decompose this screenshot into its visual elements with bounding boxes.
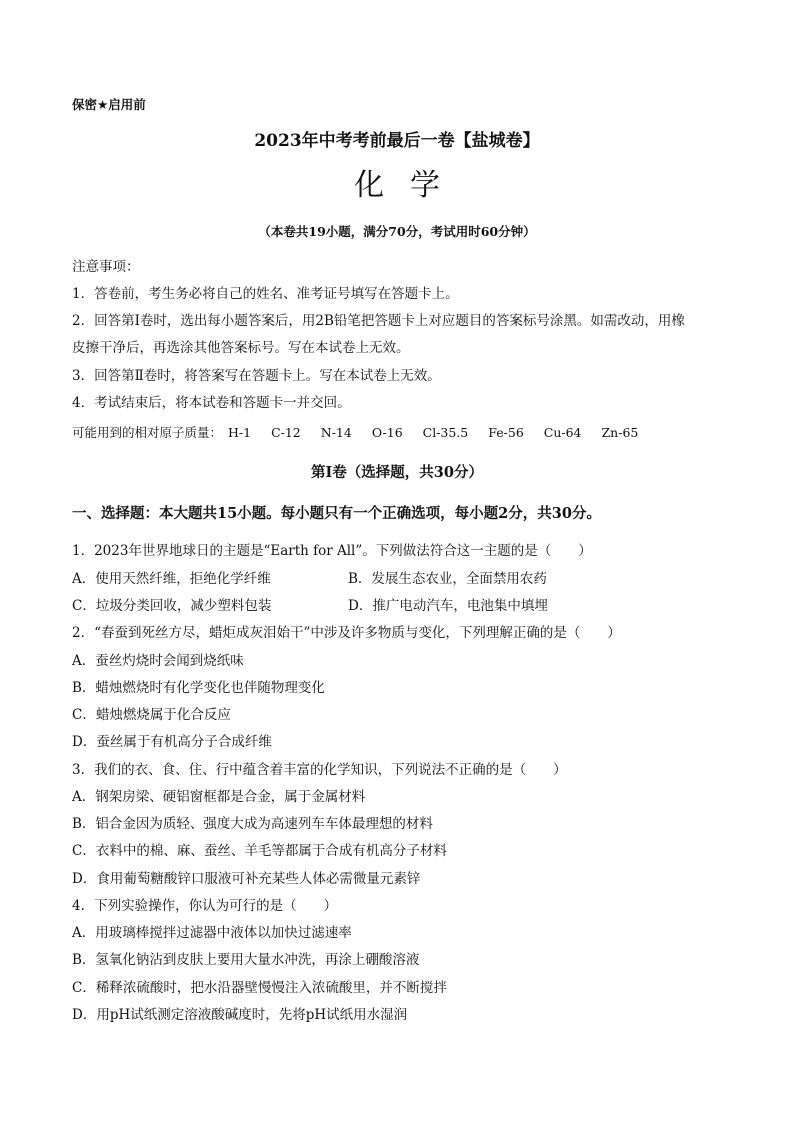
atomic-mass-item: Fe-56 xyxy=(488,425,524,440)
question-stem: 1．2023年世界地球日的主题是“Earth for All”。下列做法符合这一主题的是（ ） xyxy=(72,543,592,559)
question-stem: 2．“春蚕到死丝方尽，蜡炬成灰泪始干”中涉及许多物质与变化，下列理解正确的是（ ） xyxy=(72,625,621,641)
question-option: D．食用葡萄糖酸锌口服液可补充某些人体必需微量元素锌 xyxy=(72,871,421,887)
atomic-mass-item: H-1 xyxy=(228,425,252,440)
atomic-mass-item: Cu-64 xyxy=(543,425,582,440)
question-option: D．用pH试纸测定溶液酸碱度时，先将pH试纸用水湿润 xyxy=(72,1007,408,1023)
atomic-masses xyxy=(72,424,654,442)
question-stem: 4．下列实验操作，你认为可行的是（ ） xyxy=(72,898,338,914)
atomic-mass-item: N-14 xyxy=(320,425,352,440)
subject-title: 化学 xyxy=(354,168,466,203)
question-option: C．稀释浓硫酸时，把水沿器壁慢慢注入浓硫酸里，并不断搅拌 xyxy=(72,980,447,996)
question-option: B．氢氧化钠沾到皮肤上要用大量水冲洗，再涂上硼酸溶液 xyxy=(72,952,420,968)
question-option: C．衣料中的棉、麻、蚕丝、羊毛等都属于合成有机高分子材料 xyxy=(72,843,447,859)
question-option: A．钢架房梁、硬铝窗框都是合金，属于金属材料 xyxy=(72,789,366,805)
atomic-mass-item: C-12 xyxy=(271,425,301,440)
section-heading: 一、选择题：本大题共15小题。每小题只有一个正确选项，每小题2分，共30分。 xyxy=(72,505,601,522)
question-option: A．蚕丝灼烧时会闻到烧纸味 xyxy=(72,653,244,669)
question-option: B．铝合金因为质轻、强度大成为高速列车车体最理想的材料 xyxy=(72,816,433,832)
question-option: B．蜡烛燃烧时有化学变化也伴随物理变化 xyxy=(72,680,325,696)
atomic-mass-item: O-16 xyxy=(371,425,403,440)
question-option: D．蚕丝属于有机高分子合成纤维 xyxy=(72,734,272,750)
exam-info: （本卷共19小题，满分70分，考试用时60分钟） xyxy=(258,224,536,239)
confidential-label: 保密★启用前 xyxy=(72,97,146,112)
note-item: 4．考试结束后，将本试卷和答题卡一并交回。 xyxy=(72,395,351,411)
section-title: 第Ⅰ卷（选择题，共30分） xyxy=(311,464,483,481)
note-item: 1．答卷前，考生务必将自己的姓名、准考证号填写在答题卡上。 xyxy=(72,286,459,302)
question-option: B．发展生态农业，全面禁用农药 xyxy=(348,571,547,587)
notes-heading: 注意事项： xyxy=(72,259,140,275)
exam-title: 2023年中考考前最后一卷【盐城卷】 xyxy=(254,131,540,151)
question-option: A．用玻璃棒搅拌过滤器中液体以加快过滤速率 xyxy=(72,925,352,941)
note-item: 2．回答第Ⅰ卷时，选出每小题答案后，用2B铅笔把答题卡上对应题目的答案标号涂黑。如需改动，用橡 xyxy=(72,313,685,329)
atomic-mass-item: Cl-35.5 xyxy=(422,425,469,440)
atomic-mass-item: Zn-65 xyxy=(601,425,639,440)
question-option: C．蜡烛燃烧属于化合反应 xyxy=(72,707,231,723)
atomic-masses-label: 可能用到的相对原子质量： xyxy=(72,425,223,440)
note-item: 3．回答第Ⅱ卷时，将答案写在答题卡上。写在本试卷上无效。 xyxy=(72,368,441,384)
question-option: D．推广电动汽车，电池集中填埋 xyxy=(348,598,548,614)
note-item: 皮擦干净后，再选涂其他答案标号。写在本试卷上无效。 xyxy=(72,340,410,356)
question-stem: 3．我们的衣、食、住、行中蕴含着丰富的化学知识，下列说法不正确的是（ ） xyxy=(72,762,567,778)
question-option: C．垃圾分类回收，减少塑料包装 xyxy=(72,598,272,614)
question-option: A．使用天然纤维，拒绝化学纤维 xyxy=(72,571,271,587)
